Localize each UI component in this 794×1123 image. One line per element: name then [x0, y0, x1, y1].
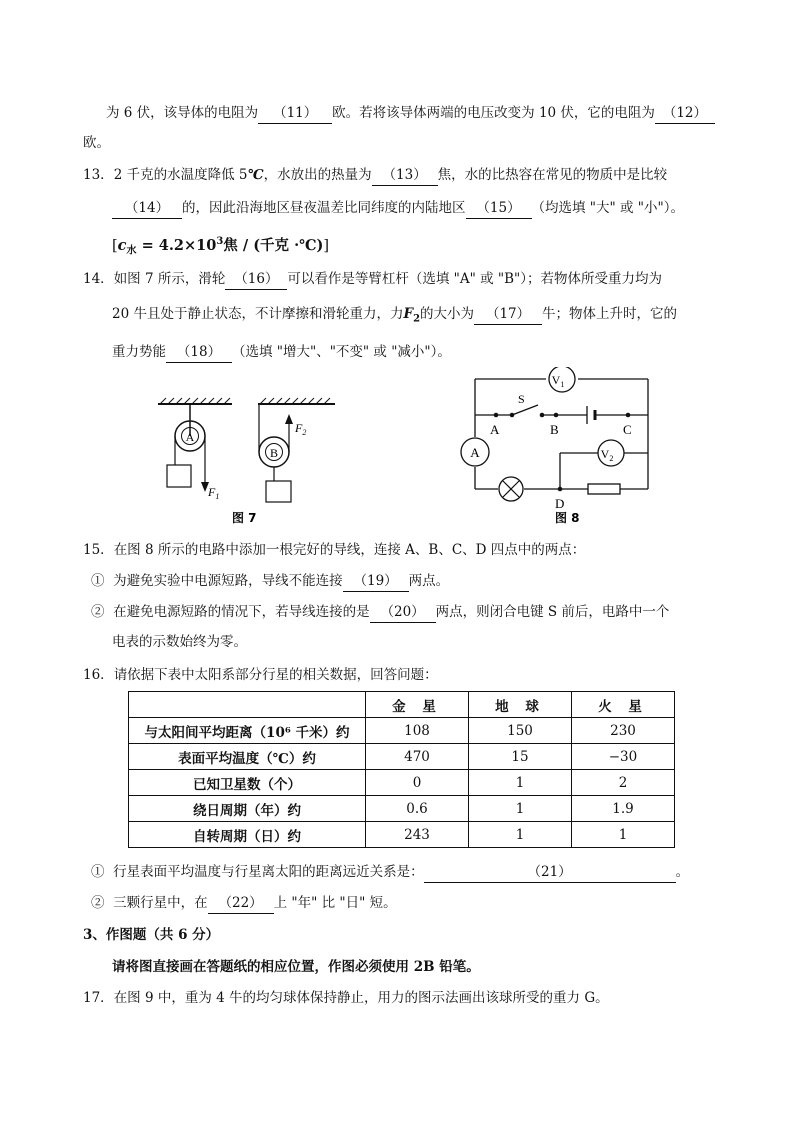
section-3-title: 3、作图题（共 6 分）: [83, 927, 220, 943]
bracket: [: [112, 237, 118, 254]
answer-blank-22: （22）: [208, 893, 274, 914]
node-b-label: B: [550, 422, 559, 437]
answer-blank-18: （18）: [166, 342, 232, 363]
symbol-f: F: [403, 306, 414, 322]
q17-line-1: [83, 988, 609, 1008]
node-d-dot: [558, 487, 563, 492]
text: 如图 7 所示，滑轮: [113, 271, 226, 287]
text: 的大小为: [420, 306, 475, 322]
answer-blank-15: （15）: [466, 198, 532, 219]
bracket: ]: [323, 237, 330, 254]
figure-8: [458, 367, 663, 527]
q15-item-2: [91, 602, 669, 623]
answer-blank-19: （19）: [343, 571, 409, 592]
table-header-row: [129, 692, 675, 718]
node-d-label: D: [555, 496, 565, 511]
text: 两点。: [408, 573, 450, 589]
figure-7-caption: 图 7: [232, 511, 257, 525]
section-3-instruction: 请将图直接画在答题纸的相应位置，作图必须使用 2B 铅笔。: [112, 959, 480, 975]
cell: 470: [366, 744, 469, 770]
text: 20 牛且处于静止状态，不计摩擦和滑轮重力，力: [112, 306, 404, 322]
header-venus: 金 星: [366, 692, 469, 718]
text: 的，因此沿海地区昼夜温差比同纬度的内陆地区: [182, 200, 466, 216]
voltmeter-v1-label: $V_1$: [551, 373, 565, 389]
q13-formula: [112, 232, 329, 262]
text: 行星表面平均温度与行星离太阳的距离远近关系是：: [113, 864, 424, 880]
q14-line-3: [112, 342, 451, 363]
switch-label: S: [518, 392, 525, 406]
q12-line-2: [83, 133, 110, 153]
cell: 0: [366, 770, 469, 796]
answer-blank-12: （12）: [655, 103, 715, 124]
node-c-label: C: [623, 422, 632, 437]
cell: 1: [469, 770, 572, 796]
text: 上 "年" 比 "日" 短。: [273, 895, 397, 911]
item-marker: ①: [91, 864, 105, 880]
item-marker: ②: [91, 604, 105, 620]
cell: 15: [469, 744, 572, 770]
text: 在避免电源短路的情况下，若导线连接的是: [113, 604, 370, 620]
cell: 230: [572, 718, 675, 744]
text: 焦，水的比热容在常见的物质中是比较: [437, 167, 668, 183]
question-number: 13．: [83, 167, 114, 183]
text: 为 6 伏，该导体的电阻为: [106, 105, 259, 121]
answer-blank-14: （14）: [112, 198, 182, 219]
text: 可以看作是等臂杠杆（选填 "A" 或 "B"）；若物体所受重力均为: [287, 271, 662, 287]
text: 。: [675, 864, 690, 880]
text: 重力势能: [112, 344, 166, 360]
table-row: [129, 744, 675, 770]
item-marker: ①: [91, 573, 105, 589]
formula-value: = 4.2×10: [136, 236, 217, 254]
q15-item-1: [91, 571, 449, 592]
subscript: 水: [126, 245, 137, 257]
text: （选填 "增大"、"不变" 或 "减小"）。: [232, 344, 451, 360]
question-number: 14．: [83, 271, 114, 287]
q12-line-1: [106, 103, 715, 124]
text: 电表的示数始终为零。: [112, 634, 247, 650]
q15-item-2-cont: [112, 632, 247, 652]
switch-contact-right: [540, 413, 545, 418]
cell: 243: [366, 822, 469, 848]
row-label: 绕日周期（年）约: [129, 796, 366, 822]
cell: 108: [366, 718, 469, 744]
text: 请依据下表中太阳系部分行星的相关数据，回答问题：: [113, 667, 438, 683]
label-f2: $F_2$: [295, 421, 307, 437]
node-a-dot: [494, 413, 499, 418]
question-number: 16．: [83, 667, 114, 683]
subscript: 2: [413, 313, 421, 325]
answer-blank-20: （20）: [370, 602, 436, 623]
node-c-dot: [626, 413, 631, 418]
row-label: 自转周期（日）约: [129, 822, 366, 848]
figure-7: [150, 388, 340, 528]
row-label: 已知卫星数（个）: [129, 770, 366, 796]
question-number: 17．: [83, 990, 114, 1006]
question-number: 15．: [83, 542, 114, 558]
formula-unit: 焦 / (千克 ·℃): [223, 236, 324, 254]
text: 欧。若将该导体两端的电压改变为 10 伏，它的电阻为: [332, 105, 655, 121]
cell: 1: [469, 796, 572, 822]
q16-line-1: [83, 665, 438, 685]
text: 在图 9 中，重为 4 牛的均匀球体保持静止，用力的图示法画出该球所受的重力 G。: [113, 990, 609, 1006]
text: 2 千克的水温度降低 5: [113, 167, 248, 183]
table-row: [129, 718, 675, 744]
row-label: 与太阳间平均距离（10⁶ 千米）约: [129, 718, 366, 744]
table-row: [129, 796, 675, 822]
table-corner-cell: [129, 692, 366, 718]
cell: 150: [469, 718, 572, 744]
header-mars: 火 星: [572, 692, 675, 718]
answer-blank-21: （21）: [424, 862, 676, 883]
item-marker: ②: [91, 895, 105, 911]
q16-item-1: [91, 862, 689, 883]
q14-line-2: [112, 304, 677, 330]
q15-line-1: [83, 540, 585, 560]
table-row: [129, 822, 675, 848]
text: 欧。: [83, 135, 110, 151]
text: ，水放出的热量为: [263, 167, 372, 183]
label-f1: $F_1$: [208, 485, 220, 501]
q13-line-1: [83, 165, 667, 186]
cell: 0.6: [366, 796, 469, 822]
node-a-label: A: [490, 422, 500, 437]
text: 三颗行星中，在: [113, 895, 208, 911]
table-row: [129, 770, 675, 796]
planet-data-table: [128, 691, 675, 848]
q14-line-1: [83, 269, 662, 290]
pulley-a-label: A: [185, 430, 195, 444]
switch-blade: [512, 405, 538, 415]
cell: 1: [572, 822, 675, 848]
text: 为避免实验中电源短路，导线不能连接: [113, 573, 343, 589]
text: （均选填 "大" 或 "小"）。: [531, 200, 684, 216]
text: 在图 8 所示的电路中添加一根完好的导线，连接 A、B、C、D 四点中的两点：: [113, 542, 586, 558]
q16-item-2: [91, 893, 397, 914]
superscript: 3: [216, 236, 224, 247]
text: 牛；物体上升时，它的: [542, 306, 678, 322]
q13-line-2: [112, 198, 684, 219]
pulley-b-label: B: [269, 446, 279, 460]
cell: 2: [572, 770, 675, 796]
cell: 1: [469, 822, 572, 848]
weight-a: [167, 465, 191, 487]
weight-b: [266, 481, 291, 502]
symbol-c: c: [117, 236, 127, 254]
answer-blank-17: （17）: [474, 304, 542, 325]
text: 两点，则闭合电键 S 前后，电路中一个: [435, 604, 670, 620]
row-label: 表面平均温度（℃）约: [129, 744, 366, 770]
node-b-dot: [554, 413, 559, 418]
figure-8-caption: 图 8: [555, 511, 580, 525]
header-earth: 地 球: [469, 692, 572, 718]
answer-blank-13: （13）: [372, 165, 438, 186]
ammeter-label: A: [470, 445, 480, 460]
answer-blank-16: （16）: [225, 269, 287, 290]
voltmeter-v2-label: $V_2$: [600, 447, 614, 463]
answer-blank-11: （11）: [258, 103, 332, 124]
cell: 1.9: [572, 796, 675, 822]
resistor: [588, 484, 620, 494]
arrow-f2: [285, 414, 293, 424]
cell: −30: [572, 744, 675, 770]
unit-celsius: ℃: [247, 167, 264, 183]
